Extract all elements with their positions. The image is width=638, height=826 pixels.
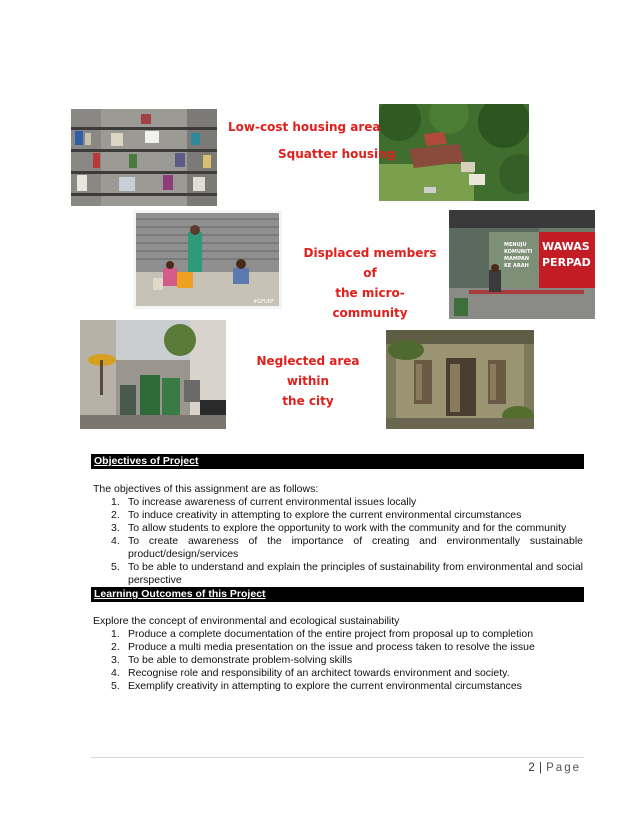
list-item (111, 667, 571, 680)
banner-line-3: MAMPAN (504, 256, 530, 262)
list-item-number: 4. (111, 667, 120, 679)
photo-neglected-alley (80, 320, 226, 429)
list-item-number: 5. (111, 680, 120, 692)
list-item-text: To be able to demonstrate problem-solving skills (128, 654, 353, 666)
list-item-number: 3. (111, 522, 120, 534)
objectives-intro: The objectives of this assignment are as follows: (93, 483, 319, 495)
list-item-text: To induce creativity in attempting to explore the current environmental circumstances (128, 509, 522, 521)
learning-outcomes-intro: Explore the concept of environmental and ecological sustainability (93, 615, 400, 627)
list-item-text: Recognise role and responsibility of an architect towards environment and society. (128, 667, 510, 679)
banner-line-1: MENUJU (504, 242, 527, 248)
banner-big-2: PERPAD (542, 256, 591, 269)
list-item (111, 641, 571, 654)
photo-watermark: #GFURF (253, 299, 274, 305)
caption-neglected-line-1: Neglected area within (256, 354, 360, 388)
list-item-text: To be able to understand and explain the principles of sustainability from environmental and social perspective (128, 561, 583, 586)
list-item-text: To create awareness of the importance of creating and environmentally sustainable product/design/services (128, 535, 583, 560)
caption-displaced-members (300, 243, 440, 323)
list-item-number: 3. (111, 654, 120, 666)
footer-divider (91, 757, 584, 758)
photo-low-cost-housing (71, 109, 217, 206)
list-item (111, 496, 583, 509)
list-item-number: 2. (111, 641, 120, 653)
list-item (111, 654, 571, 667)
photo-squatter-housing (379, 104, 529, 201)
caption-low-cost-housing: Low-cost housing area (228, 120, 381, 134)
caption-neglected-area (238, 351, 378, 411)
list-item (111, 522, 583, 535)
caption-squatter-housing: Squatter housing (278, 147, 396, 161)
photo-dilapidated-building (386, 330, 534, 429)
objectives-list (111, 496, 583, 587)
list-item (111, 680, 571, 693)
page-number-value: 2 (528, 762, 536, 774)
list-item-text: To allow students to explore the opportunity to work with the community and for the community (128, 522, 567, 534)
photo-displaced-members (133, 210, 282, 309)
objectives-heading: Objectives of Project (91, 454, 584, 469)
list-item (111, 561, 583, 587)
learning-outcomes-list (111, 628, 571, 693)
list-item (111, 535, 583, 561)
page-word: Page (546, 762, 581, 774)
learning-outcomes-heading: Learning Outcomes of this Project (91, 587, 584, 602)
list-item-number: 5. (111, 561, 120, 573)
list-item (111, 509, 583, 522)
caption-displaced-line-2: the micro-community (332, 286, 408, 320)
list-item (111, 628, 571, 641)
photo-bus-stop-banner (449, 210, 595, 319)
page-number-separator: | (538, 762, 543, 774)
list-item-text: Exemplify creativity in attempting to explore the current environmental circumstances (128, 680, 522, 692)
list-item-text: To increase awareness of current environmental issues locally (128, 496, 417, 508)
list-item-text: Produce a complete documentation of the entire project from proposal up to completion (128, 628, 534, 640)
list-item-number: 4. (111, 535, 120, 547)
list-item-text: Produce a multi media presentation on the issue and process taken to resolve the issue (128, 641, 535, 653)
banner-big-1: WAWAS (542, 240, 590, 253)
list-item-number: 2. (111, 509, 120, 521)
caption-neglected-line-2: the city (282, 394, 334, 408)
list-item-number: 1. (111, 496, 120, 508)
caption-displaced-line-1: Displaced members of (303, 246, 437, 280)
banner-line-4: KE ARAH (504, 263, 529, 269)
list-item-number: 1. (111, 628, 120, 640)
banner-line-2: KOMUNITI (504, 249, 533, 255)
page-number (528, 762, 581, 774)
